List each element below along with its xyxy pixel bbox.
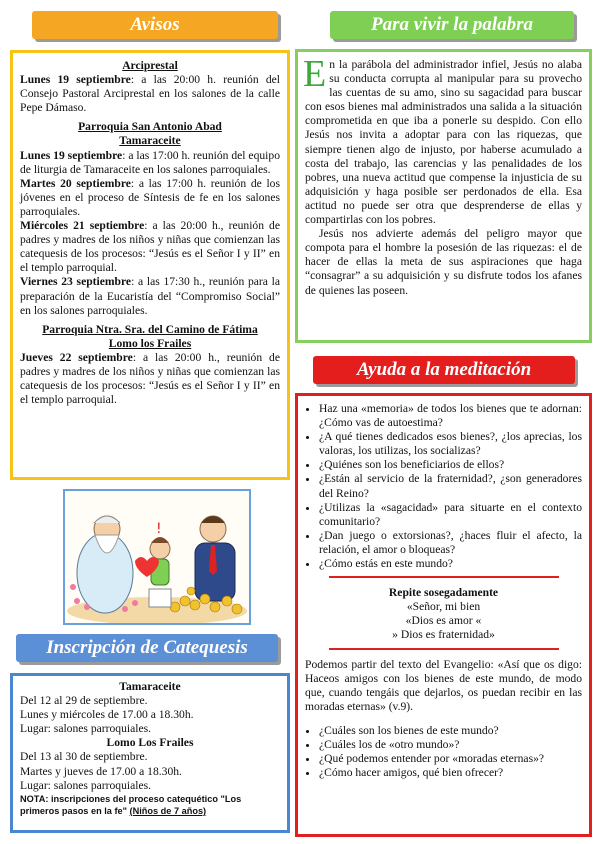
inscripcion-heading-tamaraceite: Tamaraceite	[119, 680, 181, 693]
avisos-item: Viernes 23 septiembre: a las 17:30 h., reunión para la preparación de la Eucaristía del “Compromiso Social” en los salones parroquiales.	[20, 275, 280, 317]
avisos-item: Miércoles 21 septiembre: a las 20:00 h., reunión de padres y madres de los niños y niñas que comienzan las catequesis de los procesos: “Jesús es el Señor I y II” en el templo parroquial.	[20, 219, 280, 275]
repite-line: » Dios es fraternidad»	[392, 628, 495, 642]
list-item: • ¿Qué podemos entender por «moradas eternas»?	[319, 752, 582, 766]
list-item: • ¿Están al servicio de la fraternidad?, ¿son generadores del Reino?	[319, 472, 582, 500]
svg-text:!: !	[156, 521, 162, 537]
repite-line: «Dios es amor «	[405, 614, 482, 628]
palabra-box	[295, 49, 592, 343]
avisos-item: Jueves 22 septiembre: a las 20:00 h., reunión de padres y madres de los niños y niñas que comienzan las catequesis de los procesos: “Jesús es el Señor I y II” en el templo parroquial.	[20, 350, 281, 407]
inscripcion-heading-lomo: Lomo Los Frailes	[106, 736, 194, 750]
list-item: • ¿Cómo estás en este mundo?	[319, 557, 582, 571]
divider	[329, 648, 559, 650]
inscripcion-line: Lunes y miércoles de 17.00 a 18.30h.	[20, 708, 194, 722]
inscripcion-line: Del 12 al 29 de septiembre.	[20, 694, 148, 708]
palabra-banner: Para vivir la palabra	[330, 11, 574, 39]
list-item: • ¿Quiénes son los beneficiarios de ellos?	[319, 458, 582, 472]
repite-title: Repite sosegadamente	[388, 586, 499, 600]
illustration-frame	[63, 489, 251, 625]
palabra-paragraph-2: Jesús nos advierte además del peligro mayor que compota para el hombre la posesión de las riquezas: el de hacer de ellas la meta de sus aspiraciones que haga “consagrar” a su adquisición y su disfrute todos los afanes de quienes las poseen.	[305, 227, 582, 297]
list-item: • ¿Utilizas la «sagacidad» para situarte en el contexto comunitario?	[319, 501, 582, 529]
list-item: • ¿A qué tienes dedicados esos bienes?, ¿los aprecias, los valoras, los utilizas, los socializas?	[319, 430, 582, 458]
avisos-banner: Avisos	[32, 11, 278, 39]
avisos-item: Lunes 19 septiembre: a las 20:00 h. reunión del Consejo Pastoral Arciprestal en los salones de la calle Pepe Dámaso.	[20, 73, 280, 115]
avisos-box	[10, 50, 290, 480]
avisos-heading-arciprestal: Arciprestal	[122, 59, 178, 72]
divider	[329, 576, 559, 578]
avisos-heading-san-antonio: Parroquia San Antonio Abad	[78, 120, 222, 134]
inscripcion-line: Lugar: salones parroquiales.	[20, 778, 152, 792]
ayuda-banner: Ayuda a la meditación	[313, 356, 575, 384]
inscripcion-line: Lugar: salones parroquiales.	[20, 722, 152, 736]
list-item: • Haz una «memoria» de todos los bienes que te adornan: ¿Cómo vas de autoestima?	[319, 402, 582, 430]
avisos-heading-lomo: Lomo los Frailes	[108, 336, 192, 350]
palabra-paragraph-1: En la parábola del administrador infiel, Jesús no alaba su conducta corrupta al manipular para su provecho las cuentas de su amo, sino su sagacidad para buscar con esos bienes mal administrados una salida a la situación comprometida en que iba a ponerle su despido. Con ello Jesús nos invita a adoptar para con las riquezas, que siempre tienen algo de injusto, por haberse acumulado a costa del trabajo, las carencias y las penalidades de los pobres, una nueva actitud que compense la injusticia de su adquisición y haga posible ser perdonados de ella. Esa actitud no puede ser otra que desprenderse de ellas y compartirlas con los pobres.	[303, 53, 582, 227]
repite-line: «Señor, mi bien	[406, 600, 481, 614]
inscripcion-nota: NOTA: inscripciones del proceso catequético "Los primeros pasos en la fe" (Niños de 7 años)	[20, 793, 242, 816]
illustration-cartoon	[65, 491, 249, 623]
avisos-heading-fatima: Parroquia Ntra. Sra. del Camino de Fátima	[42, 322, 258, 336]
list-item: • ¿Cómo hacer amigos, qué bien ofrecer?	[319, 766, 582, 780]
ayuda-questions-2	[305, 724, 582, 780]
inscripcion-banner: Inscripción de Catequesis	[16, 634, 278, 662]
list-item: • ¿Dan juego o extorsionas?, ¿haces fluir el afecto, la relación, el amor o bloqueas?	[319, 529, 582, 557]
ayuda-questions	[305, 402, 582, 571]
list-item: • ¿Cuáles los de «otro mundo»?	[319, 738, 582, 752]
avisos-item: Martes 20 septiembre: a las 17:00 h. reunión de los jóvenes en el proceso de Síntesis de fe en los salones parroquiales.	[20, 176, 280, 218]
avisos-heading-tamaraceite: Tamaraceite	[119, 134, 181, 148]
ayuda-evangelio: Podemos partir del texto del Evangelio: «Así que os digo: Haceos amigos con los bienes de este mundo, de modo que, cuando tengáis que dejarlos, os puedan recibir en las moradas eternas» (v.9).	[305, 657, 582, 713]
list-item: • ¿Cuáles son los bienes de este mundo?	[319, 724, 582, 738]
inscripcion-line: Martes y jueves de 17.00 a 18.30h.	[20, 764, 182, 778]
avisos-item: Lunes 19 septiembre: a las 17:00 h. reunión del equipo de liturgia de Tamaraceite en los salones parroquiales.	[20, 148, 280, 176]
palabra-dropcap: E	[303, 53, 327, 95]
inscripcion-line: Del 13 al 30 de septiembre.	[20, 750, 148, 764]
ayuda-box	[295, 393, 592, 837]
inscripcion-box	[10, 673, 290, 833]
